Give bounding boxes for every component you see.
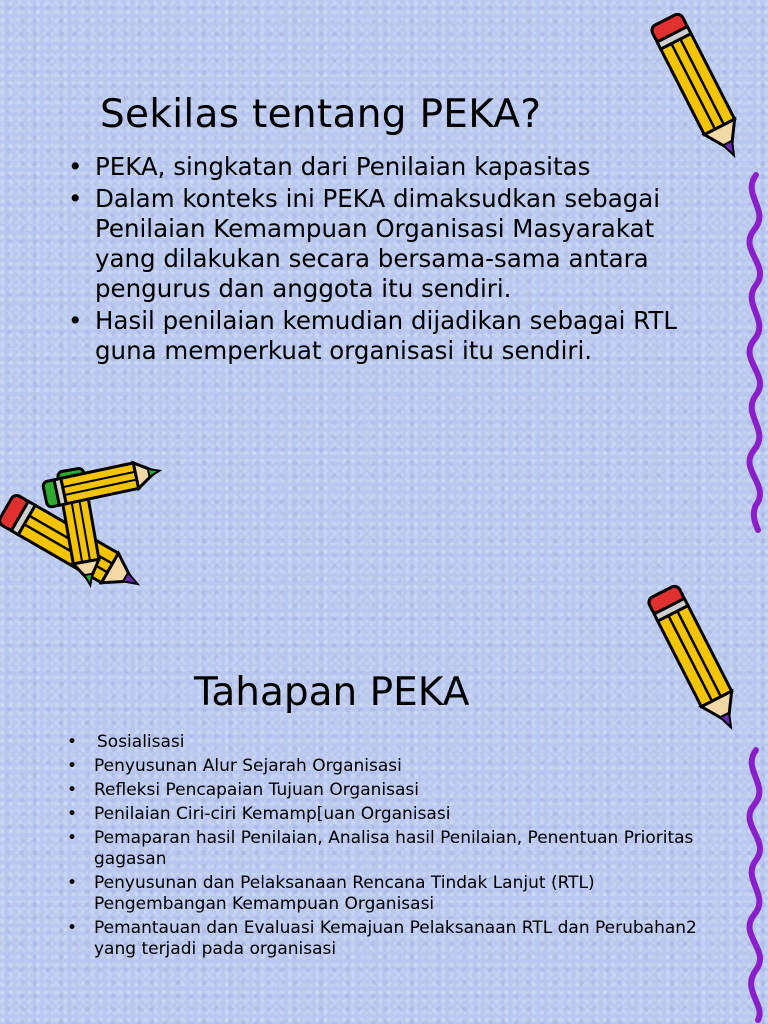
slide-2-bullet-list [60, 732, 710, 963]
bullet-item: • PEKA, singkatan dari Penilaian kapasitas [60, 152, 700, 182]
bullet-item: • Dalam konteks ini PEKA dimaksudkan sebagai Penilaian Kemampuan Organisasi Masyarakat yang dilakukan secara bersama-sama antara pengurus dan anggota itu sendiri. [60, 184, 700, 304]
bullet-item: • Refleksi Pencapaian Tujuan Organisasi [60, 780, 710, 801]
bullet-item: • Penilaian Ciri-ciri Kemamp[uan Organisasi [60, 804, 710, 825]
bullet-item: • Penyusunan Alur Sejarah Organisasi [60, 756, 710, 777]
bullet-item: • Pemantauan dan Evaluasi Kemajuan Pelaksanaan RTL dan Perubahan2 yang terjadi pada organisasi [60, 918, 710, 960]
slide-1-bullet-list [60, 152, 700, 368]
slide-1-title: Sekilas tentang PEKA? [100, 92, 542, 137]
bullet-item: • Penyusunan dan Pelaksanaan Rencana Tindak Lanjut (RTL) Pengembangan Kemampuan Organisasi [60, 873, 710, 915]
bullet-item: • Sosialisasi [60, 732, 710, 753]
bullet-item: • Hasil penilaian kemudian dijadikan sebagai RTL guna memperkuat organisasi itu sendiri. [60, 306, 700, 366]
slide-2-title: Tahapan PEKA [194, 670, 470, 715]
bullet-item: • Pemaparan hasil Penilaian, Analisa hasil Penilaian, Penentuan Prioritas gagasan [60, 828, 710, 870]
